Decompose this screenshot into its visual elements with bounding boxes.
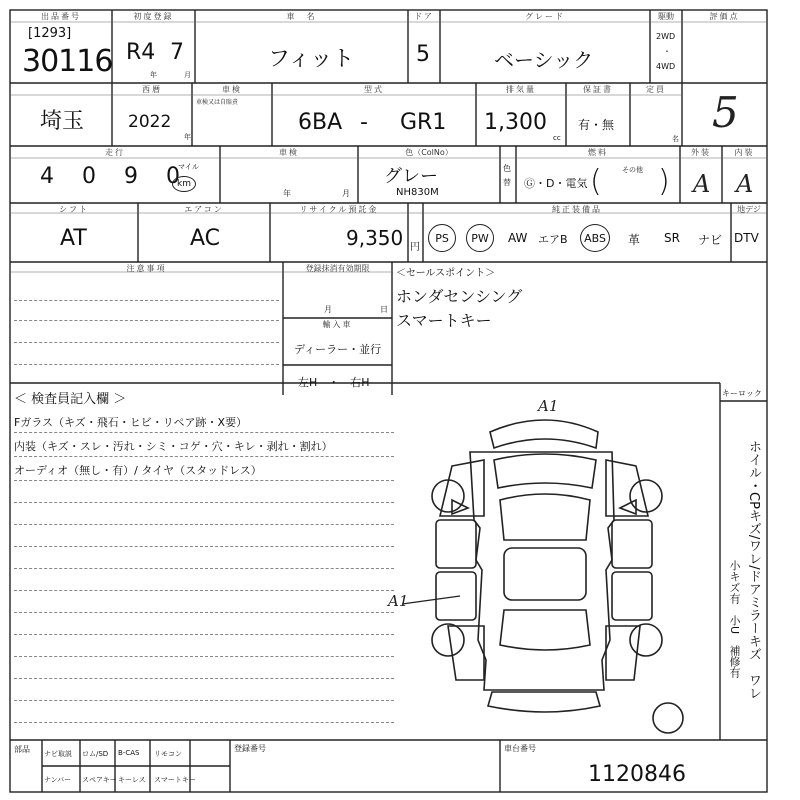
fuel-options: Ⓖ・D・電気 [524,177,588,190]
reg-year-unit: 年 [150,71,157,79]
inspector-line-interior: 内装（キズ・スレ・汚れ・シミ・コゲ・穴・キレ・剥れ・割れ） [14,440,333,453]
expiry-day: 日 [380,305,388,314]
score-value: 5 [712,88,739,137]
part-number-plate: ナンバー [44,776,72,784]
warranty-value: 有・無 [578,118,615,132]
part-remote: リモコン [154,750,182,758]
inspector-line-glass: Fガラス（キズ・飛石・ヒビ・リペア跡・X要） [14,416,248,429]
score-header: 評価点 [709,12,740,21]
capacity-header: 定員 [646,85,666,94]
inspector-line-audio: オーディオ（無し・有）/ タイヤ（スタッドレス） [14,464,262,477]
km-unit: km [172,176,196,192]
cc-unit: cc [553,134,561,142]
sales-point-2: スマートキー [396,311,492,330]
reg-month-unit: 月 [184,71,191,79]
equip-airbag: エアB [538,233,568,246]
parts-header: 部品 [14,745,30,754]
lot-header: 出品番号 [41,12,81,21]
year-value: 2022 [128,112,172,132]
exterior-header: 外装 [691,148,711,157]
inspection-note: 車検又は自賠責 [196,99,239,106]
drive-2wd: 2WD [656,32,676,41]
aircon-value: AC [190,226,221,251]
mileage-digit: 9 [124,164,138,189]
model-dash: - [360,110,368,135]
chassis-header: 車台番号 [504,744,536,753]
mile-unit: マイル [178,163,199,171]
side-note-wheel: ホイル・CPキズ/ワレ/ドアミラーキズ ワレ [746,440,761,700]
equipment-header: 純正装備品 [552,205,602,214]
chassis-number: 1120846 [588,762,686,787]
shift-header: シフト [59,205,89,214]
handle-side: 左H ・ 右H [298,376,370,389]
inspection-year-unit: 年 [283,189,291,198]
diagram-mark-left: A1 [388,592,409,610]
sales-point-1: ホンダセンシング [396,287,523,306]
inspector-header: ＜ 検査員記入欄 ＞ [14,392,127,407]
keylock-header: キーロック [722,389,762,398]
part-navi-manual: ナビ取説 [44,750,72,758]
reg-month: 7 [170,40,184,65]
equip-abs: ABS [580,224,610,252]
part-spare-key: スペアキー [82,776,117,784]
exterior-grade: A [693,170,711,198]
grade-value: ベーシック [494,48,594,72]
tv-value: DTV [734,231,759,245]
equip-navi: ナビ [698,233,723,247]
car-name: フィット [268,47,355,72]
tv-header: 地デジ [737,205,761,214]
lot-number: 30116 [22,44,113,79]
part-smart-key: スマートキー [154,776,196,784]
interior-grade: A [736,170,754,198]
doors-value: 5 [416,42,430,67]
notes-header: 注意事項 [126,264,167,273]
inspection-header: 車検 [222,85,242,94]
drive-4wd: 4WD [656,62,676,71]
year-header: 西暦 [142,85,162,94]
color-value: グレー [384,166,438,187]
name-header: 車 名 [286,12,317,21]
yen-unit: 円 [410,242,420,253]
model-header: 型式 [364,85,384,94]
recycle-header: リサイクル預託金 [299,205,379,214]
color-header: 色（ColNo） [405,148,453,157]
expiry-month: 月 [324,305,332,314]
warranty-header: 保証書 [583,85,613,94]
diagram-mark-front: A1 [538,397,559,415]
fuel-header: 燃料 [588,148,608,157]
fuel-other: その他 [622,166,643,174]
grade-header: グレード [525,12,565,21]
equip-ps: PS [428,224,456,252]
inspection-month-unit: 月 [342,189,350,198]
mileage-digit: 0 [82,164,96,189]
sales-header: ＜セールスポイント＞ [396,268,496,279]
part-rom-sd: ロム/SD [82,750,109,758]
import-type: ディーラー・並行 [294,343,382,356]
equip-sunroof: SR [664,231,680,245]
shift-value: AT [60,226,87,251]
mileage-digit: 0 [166,164,180,189]
capacity-unit: 名 [672,135,679,143]
side-note-scratch: 小キズ有 小U 補修有 [728,560,741,679]
color-code: NH830M [396,187,439,198]
reg-era: R4 [126,40,156,65]
import-header: 輸入車 [322,320,353,329]
region-value: 埼玉 [40,109,85,134]
aircon-header: エアコン [184,205,224,214]
repaint-label: 色替 [503,164,511,187]
expiry-header: 登録抹消有効期限 [305,264,370,273]
interior-header: 内装 [734,148,755,157]
inspection-date-header: 車検 [279,148,299,157]
displacement-value: 1,300 [484,110,547,135]
year-unit: 年 [184,133,191,141]
model-code: GR1 [400,110,447,135]
drive-header: 駆動 [658,12,674,21]
equip-leather: 革 [628,233,641,247]
reg-number-header: 登録番号 [234,744,266,753]
lot-sub-number: [1293] [28,26,72,41]
displacement-header: 排気量 [506,85,536,94]
model-prefix: 6BA [298,110,343,135]
equip-aw: AW [508,231,528,245]
part-keyless: キーレス [118,776,146,784]
mileage-digit: 4 [40,164,54,189]
doors-header: ドア [414,12,434,21]
recycle-value: 9,350 [346,226,404,250]
equip-pw: PW [466,224,494,252]
first-reg-header: 初度登録 [133,12,174,21]
mileage-header: 走行 [105,148,125,157]
part-bcas: B-CAS [118,749,140,757]
